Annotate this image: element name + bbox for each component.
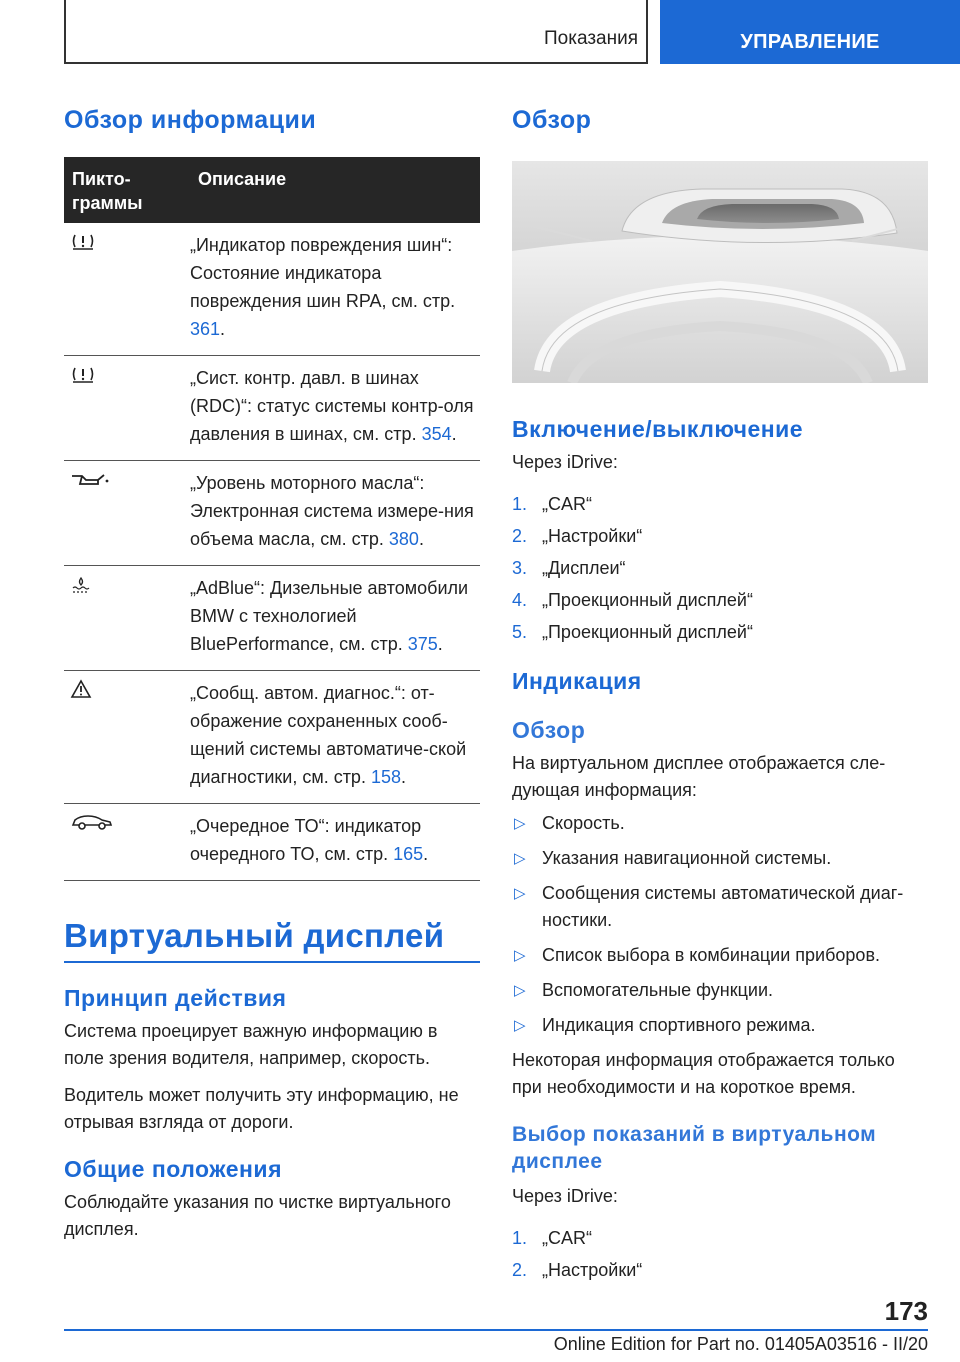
- select-steps: [512, 1222, 928, 1286]
- chapter-tab[interactable]: УПРАВЛЕНИЕ: [660, 0, 960, 64]
- onoff-steps: [512, 488, 928, 648]
- overview-title: Обзор: [512, 106, 592, 134]
- footer-divider: [64, 1329, 928, 1331]
- virtual-display-title: Виртуальный дисплей: [64, 917, 480, 963]
- left-column: [64, 100, 480, 1243]
- principle-title: Принцип действия: [64, 985, 287, 1011]
- description-cell: „AdBlue“: Дизельные автомобили BMW с технологией BluePerformance, см. стр. 375.: [190, 566, 480, 671]
- pictogram-cell: [64, 566, 190, 671]
- description-cell: „Уровень моторного масла“: Электронная система измере-ния объема масла, см. стр. 380.: [190, 461, 480, 566]
- page-link[interactable]: 361: [190, 319, 221, 339]
- indication-subtitle: Обзор: [512, 717, 586, 743]
- indication-bullets: [512, 810, 928, 1039]
- description-cell: „Очередное ТО“: индикатор очередного ТО, см. стр. 165.: [190, 804, 480, 881]
- edition-note: Online Edition for Part no. 01405A03516 - II/20: [553, 1334, 928, 1354]
- col-pictograms-header: Пикто- граммы: [64, 157, 190, 223]
- oil-level-icon: [70, 469, 110, 497]
- pictogram-cell: [64, 804, 190, 881]
- table-row: [64, 566, 480, 671]
- bullet-triangle-icon: ▷: [514, 982, 526, 999]
- list-item: ▷ Сообщения системы автоматической диаг-ностики.: [512, 880, 928, 934]
- adblue-icon: [70, 574, 92, 602]
- page-link[interactable]: 380: [388, 529, 419, 549]
- section-title: Показания: [544, 28, 638, 49]
- general-title: Общие положения: [64, 1156, 282, 1182]
- page-number: 173: [884, 1296, 928, 1326]
- indication-paragraph: На виртуальном дисплее отображается сле-дующая информация:: [512, 753, 886, 800]
- list-item: 5. „Проекционный дисплей“: [512, 622, 753, 642]
- onoff-title: Включение/выключение: [512, 416, 804, 442]
- select-display-title: Выбор показаний в виртуальном дисплее: [512, 1123, 877, 1173]
- tire-pressure-warning-icon: [70, 364, 96, 392]
- page-link[interactable]: 375: [407, 634, 438, 654]
- bullet-triangle-icon: ▷: [514, 1017, 526, 1034]
- car-service-icon: [70, 812, 114, 840]
- col-description-header: Описание: [190, 157, 480, 223]
- head-up-display-photo: [512, 161, 928, 383]
- list-item: ▷ Скорость.: [512, 810, 928, 837]
- list-item: ▷ Указания навигационной системы.: [512, 845, 928, 872]
- page-link[interactable]: 165: [393, 844, 424, 864]
- page-link[interactable]: 158: [370, 767, 401, 787]
- bullet-triangle-icon: ▷: [514, 850, 526, 867]
- warning-triangle-icon: [70, 679, 92, 707]
- note-paragraph: Некоторая информация отображается только при необходимости и на короткое время.: [512, 1050, 895, 1097]
- principle-paragraph-1: Система проецирует важную информацию в поле зрения водителя, например, скорость.: [64, 1021, 438, 1068]
- pictogram-cell: [64, 223, 190, 356]
- list-item: ▷ Список выбора в комбинации приборов.: [512, 942, 928, 969]
- list-item: 1. „CAR“: [512, 494, 592, 514]
- pictogram-table: [64, 157, 480, 881]
- list-item: 2. „Настройки“: [512, 526, 643, 546]
- table-row: [64, 461, 480, 566]
- list-item: ▷ Вспомогательные функции.: [512, 977, 928, 1004]
- list-item: 2. „Настройки“: [512, 1260, 643, 1280]
- indication-title: Индикация: [512, 668, 642, 694]
- table-row: [64, 804, 480, 881]
- page-link[interactable]: 354: [421, 424, 452, 444]
- bullet-triangle-icon: ▷: [514, 815, 526, 832]
- table-row: [64, 223, 480, 356]
- pictogram-cell: [64, 356, 190, 461]
- table-row: [64, 356, 480, 461]
- description-cell: „Сообщ. автом. диагнос.“: от-ображение сохраненных сооб-щений системы автоматиче-ской диагностики, см. стр. 158.: [190, 671, 480, 804]
- list-item: 1. „CAR“: [512, 1228, 592, 1248]
- description-cell: „Индикатор повреждения шин“: Состояние индикатора повреждения шин RPA, см. стр. 361.: [190, 223, 480, 356]
- general-paragraph: Соблюдайте указания по чистке виртуального дисплея.: [64, 1192, 451, 1239]
- bullet-triangle-icon: ▷: [514, 947, 526, 964]
- pictogram-cell: [64, 461, 190, 566]
- list-item: 3. „Дисплеи“: [512, 558, 626, 578]
- principle-paragraph-2: Водитель может получить эту информацию, не отрывая взгляда от дороги.: [64, 1085, 459, 1132]
- right-column: [512, 100, 928, 1286]
- description-cell: „Сист. контр. давл. в шинах (RDC)“: статус системы контр-оля давления в шинах, см. стр. 354.: [190, 356, 480, 461]
- list-item: 4. „Проекционный дисплей“: [512, 590, 753, 610]
- table-header-row: [64, 157, 480, 223]
- tire-damage-warning-icon: [70, 231, 96, 259]
- pictogram-cell: [64, 671, 190, 804]
- overview-info-title: Обзор информации: [64, 106, 317, 134]
- via-idrive-text: Через iDrive:: [512, 452, 618, 472]
- table-row: [64, 671, 480, 804]
- list-item: ▷ Индикация спортивного режима.: [512, 1012, 928, 1039]
- bullet-triangle-icon: ▷: [514, 885, 526, 902]
- via-idrive-text-2: Через iDrive:: [512, 1186, 618, 1206]
